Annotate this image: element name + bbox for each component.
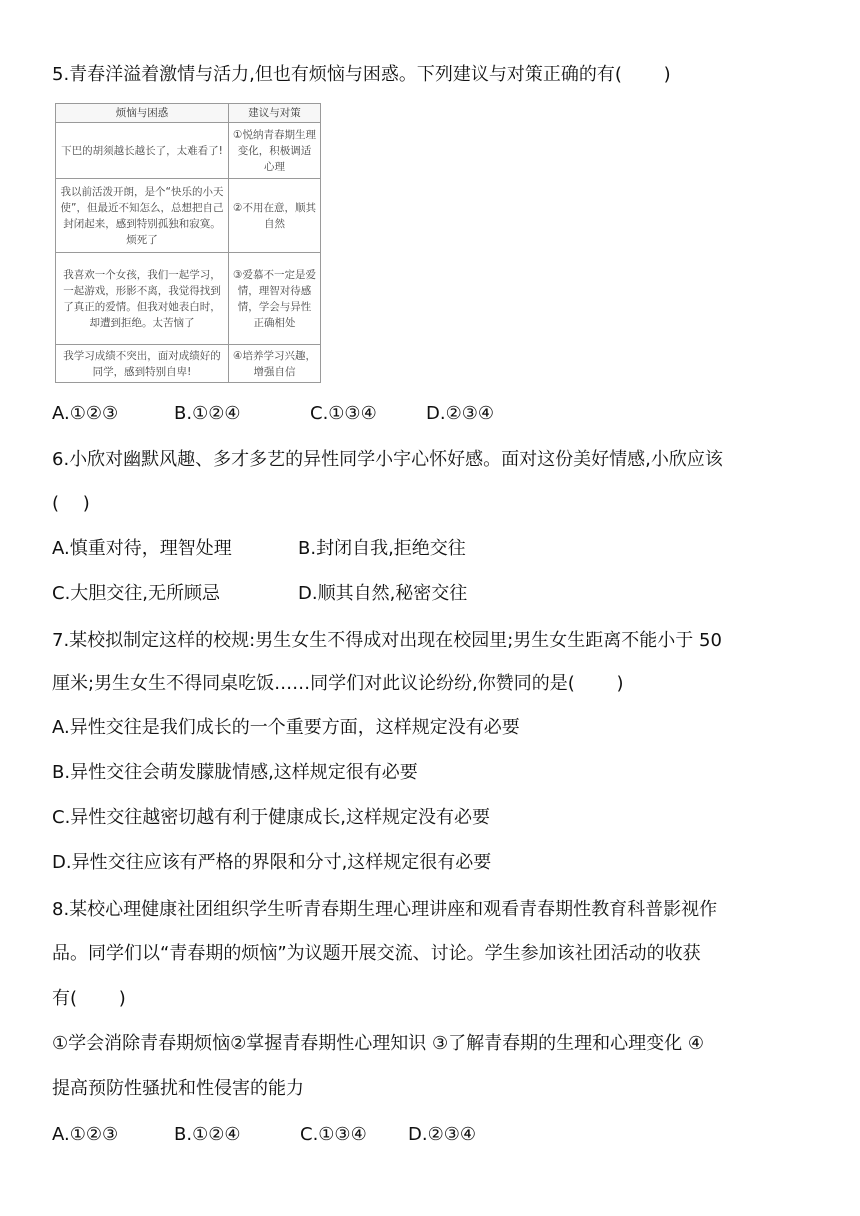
question-6-options-row2 [52,581,812,607]
question-7-option-c[interactable]: C.异性交往越密切越有利于健康成长,这样规定没有必要 [52,807,491,828]
table-cell-trouble: 我以前活泼开朗，是个“快乐的小天使”，但最近不知怎么，总想把自己封闭起来，感到特别孤独和寂寞。烦死了 [56,179,229,253]
table-row [56,253,321,345]
question-8-items-line1: ①学会消除青春期烦恼②掌握青春期性心理知识 ③了解青春期的生理和心理变化 ④ [52,1033,704,1054]
option-c[interactable]: C.①③④ [310,403,377,424]
option-b[interactable]: B.封闭自我,拒绝交往 [298,538,466,559]
option-d[interactable]: D.顺其自然,秘密交往 [298,583,468,604]
table-cell-trouble: 下巴的胡须越长越长了，太难看了! [56,123,229,179]
table-row [56,179,321,253]
question-5-stem: 5.青春洋溢着激情与活力,但也有烦恼与困惑。下列建议与对策正确的有( ) [52,64,671,85]
question-8-stem-line1: 8.某校心理健康社团组织学生听青春期生理心理讲座和观看青春期性教育科普影视作 [52,899,718,920]
table-header-advice: 建议与对策 [229,104,321,123]
option-c[interactable]: C.大胆交往,无所顾忌 [52,583,221,604]
option-a[interactable]: A.慎重对待，理智处理 [52,538,232,559]
table-cell-advice: ③爱慕不一定是爱情，理智对待感情，学会与异性正确相处 [229,253,321,345]
table-cell-advice: ②不用在意，顺其自然 [229,179,321,253]
option-b[interactable]: B.①②④ [174,1124,241,1145]
question-5-options [52,401,812,427]
table-header-troubles: 烦恼与困惑 [56,104,229,123]
table-row [56,345,321,383]
question-8-items-line2: 提高预防性骚扰和性侵害的能力 [52,1078,304,1099]
option-a[interactable]: A.①②③ [52,403,119,424]
question-7-option-a[interactable]: A.异性交往是我们成长的一个重要方面，这样规定没有必要 [52,717,520,738]
table-cell-trouble: 我喜欢一个女孩，我们一起学习，一起游戏，形影不离，我觉得找到了真正的爱情。但我对她表白时，却遭到拒绝。太苦恼了 [56,253,229,345]
question-6-stem-line1: 6.小欣对幽默风趣、多才多艺的异性同学小宇心怀好感。面对这份美好情感,小欣应该 [52,449,723,470]
table-cell-advice: ①悦纳青春期生理变化，积极调适心理 [229,123,321,179]
table-header-row [56,104,321,123]
table-row [56,123,321,179]
option-d[interactable]: D.②③④ [426,403,494,424]
question-6-stem-line2: ( ) [52,493,90,514]
option-b[interactable]: B.①②④ [174,403,241,424]
option-a[interactable]: A.①②③ [52,1124,119,1145]
question-8-stem-line2: 品。同学们以“青春期的烦恼”为议题开展交流、讨论。学生参加该社团活动的收获 [52,943,701,964]
question-8-stem-line3: 有( ) [52,988,126,1009]
question-7-option-b[interactable]: B.异性交往会萌发朦胧情感,这样规定很有必要 [52,762,418,783]
question-8-options [52,1122,812,1148]
option-c[interactable]: C.①③④ [300,1124,367,1145]
question-5-table [55,103,321,383]
table-cell-advice: ④培养学习兴趣，增强自信 [229,345,321,383]
question-6-options-row1 [52,536,812,562]
question-7-stem-line1: 7.某校拟制定这样的校规:男生女生不得成对出现在校园里;男生女生距离不能小于 50 [52,630,722,651]
question-7-option-d[interactable]: D.异性交往应该有严格的界限和分寸,这样规定很有必要 [52,852,492,873]
option-d[interactable]: D.②③④ [408,1124,476,1145]
table-cell-trouble: 我学习成绩不突出，面对成绩好的同学，感到特别自卑! [56,345,229,383]
question-7-stem-line2: 厘米;男生女生不得同桌吃饭……同学们对此议论纷纷,你赞同的是( ) [52,673,624,694]
